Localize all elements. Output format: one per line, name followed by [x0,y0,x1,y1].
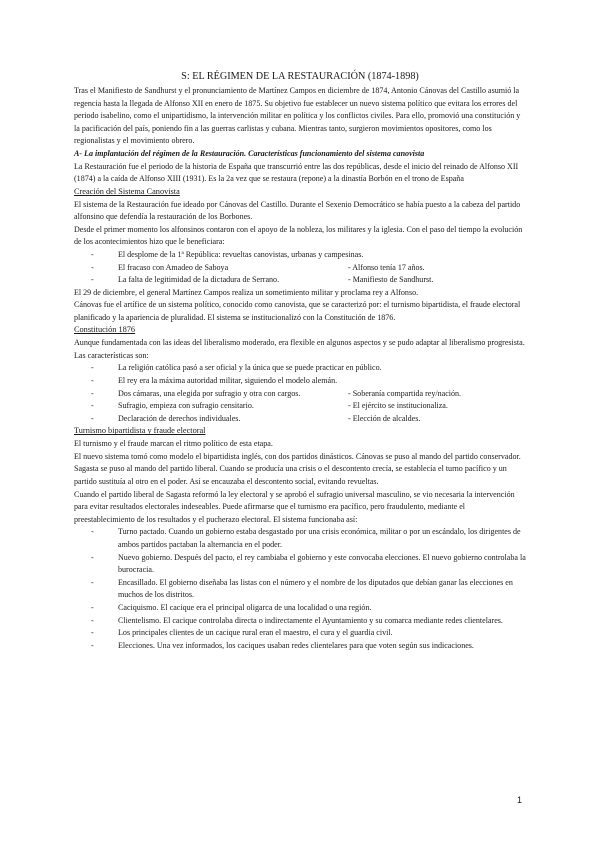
bullet-dash: - [91,275,94,285]
bullet-dash: - [91,388,94,398]
list-item-text: Nuevo gobierno. Después del pacto, el rey cambiaba el gobierno y este convocaba elecciones. El nuevo gobierno controlaba la burocracia. [118,552,526,575]
list-item-text: La religión católica pasó a ser oficial y la única que se puede practicar en público. [118,363,382,373]
bullet-dash: - [91,628,94,638]
creacion-heading: Creación del Sistema Canovista [74,186,180,196]
list-item-text: Caciquismo. El cacique era el principal oligarca de una localidad o una región. [118,602,372,612]
list-item-aside: - Soberanía compartida rey/nación. [348,388,462,398]
list-item-aside: - Alfonso tenía 17 años. [348,262,425,272]
list-item-text: Clientelismo. El cacique controlaba directa o indirectamente el Ayuntamiento y su comarca mediante redes clientelares. [118,615,503,625]
list-item [74,362,526,375]
bullet-dash: - [91,363,94,373]
list-item-text: Encasillado. El gobierno diseñaba las listas con el número y el nombre de los diputados que debían ganar las elecciones en muchos de los distritos. [118,577,513,600]
creacion-list [74,249,526,287]
list-item [74,615,526,628]
constitucion-heading: Constitución 1876 [74,325,136,335]
list-item [74,526,526,551]
page-number: 1 [516,795,522,805]
section-a-paragraph: La Restauración fue el periodo de la historia de España que transcurrió entre las dos repúblicas, desde el inicio del reinado de Alfonso XII (1874) a la caída de Alfonso XIII (1931). Es la 2a vez que se restaura (repone) a la dinastía Borbón en el trono de España [74,161,519,184]
list-item-text: La falta de legitimidad de la dictadura de Serrano. [118,275,280,285]
intro-paragraph: Tras el Manifiesto de Sandhurst y el pronunciamiento de Martínez Campos en diciembre de 1874, Antonio Cánovas del Castillo asumió la regencia hasta la llegada de Alfonso XII en enero de 1875. Su objetivo fue establecer un nuevo sistema político que evitara los errores del periodo isabelino, como el unipartidismo, la intervención militar en política y los conflictos civiles. Para ello, promovió una constitución y la pacificación del país, poniendo fin a las guerras carlistas y cubana. Mientras tanto, surgieron movimientos opositores, como los regionalistas y el movimiento obrero. [74,86,521,146]
list-item-aside: - El ejército se institucionaliza. [348,401,448,411]
document-page [74,70,526,652]
list-item-text: Dos cámaras, una elegida por sufragio y otra con cargos. [118,388,301,398]
creacion-paragraph-2: Desde el primer momento los alfonsinos contaron con el apoyo de la nobleza, los militares y la iglesia. Con el paso del tiempo la evolución de los acontecimientos hizo que le beneficiara: [74,224,523,247]
list-item [74,388,526,401]
list-item [74,249,526,262]
bullet-dash: - [91,615,94,625]
list-item [74,627,526,640]
list-item-text: Elecciones. Una vez informados, los caciques usaban redes clientelares para que voten según sus indicaciones. [118,640,474,650]
list-item [74,413,526,426]
list-item [74,400,526,413]
list-item [74,577,526,602]
bullet-dash: - [91,640,94,650]
constitucion-paragraph: Aunque fundamentada con las ideas del liberalismo moderado, era flexible en algunos aspectos y se pudo adaptar al liberalismo progresista. Las características son: [74,338,525,360]
list-item [74,552,526,577]
list-item-aside: - Elección de alcaldes. [348,413,421,423]
creacion-paragraph-3: El 29 de diciembre, el general Martínez Campos realiza un sometimiento militar y proclama rey a Alfonso. [74,287,419,297]
list-item-text: El desplome de la 1ª República: revueltas canovistas, urbanas y campesinas. [118,249,364,259]
list-item-text: El fracaso con Amadeo de Saboya [118,262,229,272]
list-item-text: Los principales clientes de un cacique rural eran el maestro, el cura y el guardia civil. [118,628,393,638]
bullet-dash: - [91,552,94,562]
bullet-dash: - [91,602,94,612]
bullet-dash: - [91,413,94,423]
turnismo-paragraph-3: Cuando el partido liberal de Sagasta reformó la ley electoral y se aprobó el sufragio universal masculino, se vio necesaria la intervención para evitar resultados electorales indeseables. Puede afirmarse que el turnismo era pacífico, pero fraudulento, mediante el preestablecimiento de los resultados y el pucherazo electoral. El sistema funcionaba así: [74,489,515,524]
turnismo-list [74,526,526,652]
list-item-text: Turno pactado. Cuando un gobierno estaba desgastado por una crisis económica, militar o por un escándalo, los dirigentes de ambos partidos pactaban la alternancia en el poder. [118,527,521,549]
bullet-dash: - [91,249,94,259]
bullet-dash: - [91,527,94,537]
constitucion-list [74,362,526,425]
bullet-dash: - [91,577,94,587]
list-item [74,375,526,388]
creacion-paragraph-4: Cánovas fue el artífice de un sistema político, conocido como canovista, que se caracterizó por: el turnismo bipartidista, el fraude electoral planificado y la apariencia de pluralidad. El sistema se institucionalizó con la Constitución de 1876. [74,300,521,322]
list-item [74,602,526,615]
turnismo-paragraph-2: El nuevo sistema tomó como modelo el bipartidista inglés, con dos partidos dinásticos. Cánovas se puso al mando del partido conservador. Sagasta se puso al mando del partido liberal. Cuando se producía una crisis o el descontento crecía, se establecía el turno pacífico y un partido sustituía al otro en el poder. Así se encauzaba el descontento social, evitando revueltas. [74,451,521,487]
list-item [74,274,526,287]
section-a-heading: A- La implantación del régimen de la Restauración. Características funcionamiento del sistema canovista [74,148,425,158]
page-title: S: EL RÉGIMEN DE LA RESTAURACIÓN (1874-1898) [181,71,419,82]
list-item [74,262,526,275]
creacion-paragraph-1: El sistema de la Restauración fue ideado por Cánovas del Castillo. Durante el Sexenio Democrático se había puesto a la cabeza del partido alfonsino que defendía la restauración de los Borbones. [74,199,521,222]
list-item [74,640,526,653]
list-item-aside: - Manifiesto de Sandhurst. [348,275,434,285]
bullet-dash: - [91,262,94,272]
list-item-text: Sufragio, empieza con sufragio censitario. [118,401,254,411]
bullet-dash: - [91,376,94,386]
turnismo-heading: Turnismo bipartidista y fraude electoral [74,426,206,436]
list-item-text: El rey era la máxima autoridad militar, siguiendo el modelo alemán. [118,376,338,386]
bullet-dash: - [91,401,94,411]
turnismo-paragraph-1: El turnismo y el fraude marcan el ritmo político de esta etapa. [74,439,273,449]
list-item-text: Declaración de derechos individuales. [118,413,241,423]
